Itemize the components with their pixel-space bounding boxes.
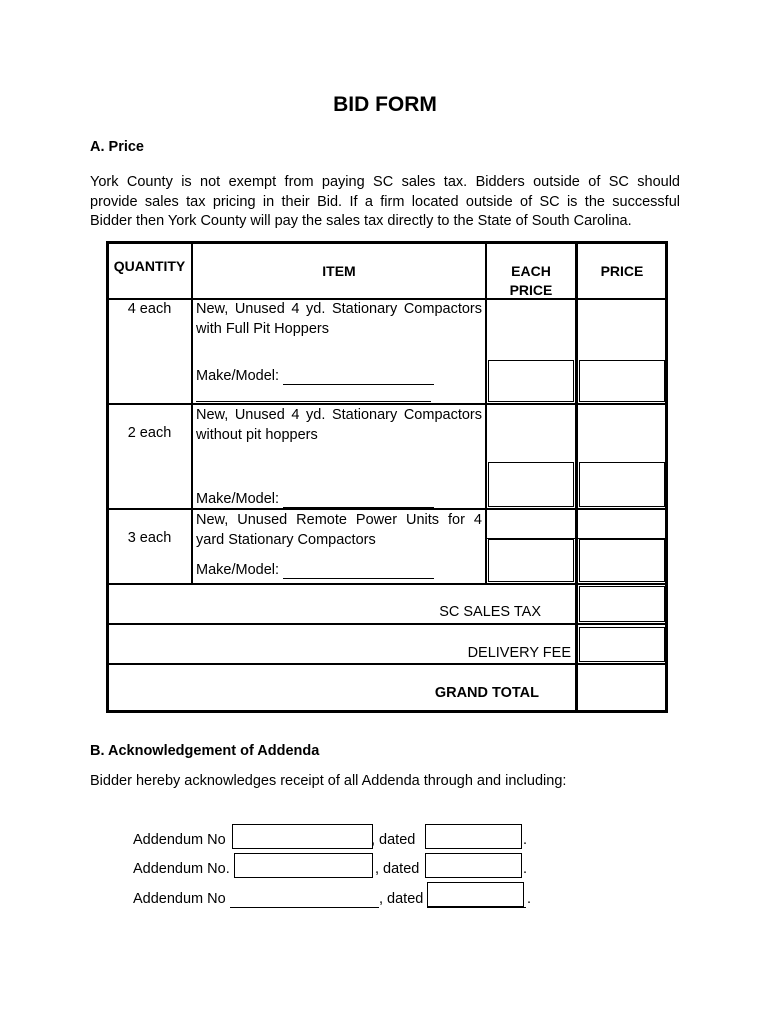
- paragraph-line: provide sales tax pricing in their Bid. If a firm located outside of SC is the successful: [90, 193, 680, 210]
- section-a-heading: A. Price: [90, 139, 144, 155]
- header-item: ITEM: [322, 263, 356, 279]
- row-quantity: 2 each: [127, 425, 172, 441]
- table-divider: [106, 508, 668, 510]
- addendum-label: Addendum No: [133, 832, 226, 848]
- addendum-dated-label: , dated: [379, 891, 424, 907]
- table-divider: [191, 241, 193, 584]
- delivery-fee-input[interactable]: [579, 627, 665, 662]
- each-price-input[interactable]: [488, 462, 574, 507]
- addendum-date-underline: [427, 907, 526, 908]
- row-item-description: [196, 300, 482, 339]
- item-line: New, Unused 4 yd. Stationary Compactors: [196, 407, 482, 423]
- item-line: New, Unused 4 yd. Stationary Compactors: [196, 301, 482, 317]
- each-price-input[interactable]: [488, 360, 574, 402]
- table-divider: [106, 403, 668, 405]
- header-price: PRICE: [600, 263, 644, 279]
- sc-sales-tax-label: SC SALES TAX: [439, 604, 541, 620]
- price-input[interactable]: [579, 462, 665, 507]
- row-quantity: 3 each: [127, 530, 172, 546]
- price-input[interactable]: [579, 539, 665, 582]
- paragraph-line: Bidder then York County will pay the sales tax directly to the State of South Carolina.: [90, 213, 632, 229]
- make-model-field-extra-line: [196, 401, 431, 402]
- row-quantity: 4 each: [127, 301, 172, 317]
- grand-total-label: GRAND TOTAL: [434, 685, 539, 701]
- make-model-field[interactable]: [283, 384, 434, 385]
- paragraph-line: York County is not exempt from paying SC sales tax. Bidders outside of SC should: [90, 174, 680, 190]
- addendum-end-period: .: [523, 832, 528, 848]
- item-line: yard Stationary Compactors: [196, 531, 376, 548]
- make-model-label: Make/Model:: [196, 491, 280, 507]
- delivery-fee-label: DELIVERY FEE: [467, 645, 571, 661]
- addendum-number-input[interactable]: [232, 824, 373, 849]
- addendum-dated-label: , dated: [375, 861, 420, 877]
- table-divider: [575, 241, 578, 713]
- make-model-field[interactable]: [283, 507, 434, 508]
- addenda-intro: Bidder hereby acknowledges receipt of all Addenda through and including:: [90, 773, 567, 789]
- table-divider: [106, 583, 668, 585]
- sc-sales-tax-input[interactable]: [579, 586, 665, 622]
- addendum-date-input[interactable]: [425, 853, 522, 878]
- addendum-end-period: .: [523, 861, 528, 877]
- row-item-description: [196, 406, 482, 445]
- each-price-input[interactable]: [488, 539, 574, 582]
- make-model-label: Make/Model:: [196, 562, 280, 578]
- addendum-label: Addendum No.: [133, 861, 230, 877]
- addendum-date-input[interactable]: [427, 882, 524, 907]
- addendum-date-input[interactable]: [425, 824, 522, 849]
- addendum-label: Addendum No: [133, 891, 226, 907]
- addendum-end-period: .: [527, 891, 532, 907]
- header-each-price: [487, 262, 575, 300]
- row-item-description: [196, 511, 482, 550]
- header-each-price-line1: EACH: [511, 263, 551, 279]
- make-model-label: Make/Model:: [196, 368, 280, 384]
- item-line: New, Unused Remote Power Units for 4: [196, 512, 482, 528]
- item-line: without pit hoppers: [196, 426, 318, 443]
- make-model-field[interactable]: [283, 578, 434, 579]
- addendum-number-input[interactable]: [234, 853, 373, 878]
- table-divider: [106, 623, 668, 625]
- header-quantity: QUANTITY: [113, 258, 186, 274]
- item-line: with Full Pit Hoppers: [196, 320, 329, 337]
- section-b-heading: B. Acknowledgement of Addenda: [90, 743, 320, 759]
- price-input[interactable]: [579, 360, 665, 402]
- page-title: BID FORM: [333, 93, 437, 116]
- header-each-price-line2: PRICE: [509, 282, 553, 298]
- addendum-dated-label: , dated: [371, 832, 416, 848]
- sales-tax-paragraph: [90, 173, 680, 232]
- addendum-number-input[interactable]: [230, 907, 379, 908]
